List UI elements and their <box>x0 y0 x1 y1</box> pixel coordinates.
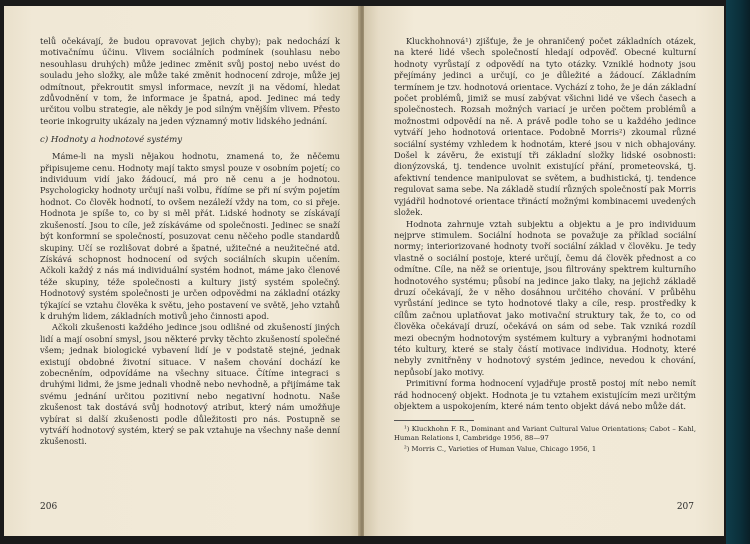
right-page-number: 207 <box>676 502 694 512</box>
book-cover-edge <box>726 0 750 544</box>
right-page <box>364 6 724 536</box>
left-paragraph-2: Máme-li na mysli nějakou hodnotu, znamená to, že něčemu připisujeme cenu. Hodnoty mají takto smysl pouze v osobním pojetí; co individuum vidí jako žádoucí, má pro ně cenu a je hodnotou. Psychologicky hodnoty určují naši volbu, řídíme se při ní svým pojetím hodnot. Co člověk hodnotí, to ovšem nezáleží vždy na tom, co si přeje. Hodnota je spíše to, co by si měl přát. Lidské hodnoty se získávají zkušeností. Jsou to cíle, jež získáváme od společnosti. Jedinec se snaží být konformní se společností, posuzovat cenu něčeho podle standardů skupiny. Učí se rozlišovat dobré a špatné, užitečné a neužitečné atd. Získává schopnost hodnocení od svých sociálních skupin učením. Ačkoli každý z nás má individuální systém hodnot, máme jako členové téže skupiny, téže společnosti a kultury jistý systém společný. Hodnotový systém společnosti je určen odpovědmi na základní otázky týkající se vztahu člověka k světu, jeho postavení ve světě, jeho vztahů k druhým lidem, základních motivů jeho činnosti apod. <box>40 151 340 321</box>
footnote-rule <box>394 420 474 421</box>
section-heading: c) Hodnoty a hodnotové systémy <box>40 135 183 146</box>
left-paragraph-1: telů očekávají, že budou opravovat jejich chyby); pak nedochází k motivačnímu účinu. Vlivem sociálních podmínek (souhlasu nebo nesouhlasu druhých) může jedinec změnit svůj postoj nebo uvést do souladu jeho složky, ale může také změnit hodnocení zdroje, může jej odmítnout, překroutit smysl informace, nevzít ji na vědomí, hledat zdůvodnění v tom, že informace je špatná, apod. Jedinec má tedy určitou volbu strategie, ale někdy je pod silným vnějším vlivem. Přesto teorie inkogruity ukázaly na jeden významný motiv lidského jednání. <box>40 36 340 126</box>
left-page-number: 206 <box>40 502 58 512</box>
right-paragraph-1: Kluckhohnová¹) zjišťuje, že je ohraničený počet základních otázek, na které lidé všech společností hledají odpověď. Obecné kulturní hodnoty vyrůstají z odpovědí na tyto otázky. Vzniklé hodnoty jsou přejímány jedinci a určují, co je důležité a žádoucí. Základním termínem je tzv. hodnotová orientace. Vychází z toho, že je dán základní počet problémů, jimiž se musí zabývat všichni lidé ve všech časech a společnostech. Rozsah možných variací je určen počtem problémů a možnostmi odpovědí na ně. A právě podle toho se u každého jedince vytváří jeho hodnotová orientace. Podobně Morris²) zkoumal různé sociální systémy vzhledem k hodnotám, které jsou v nich obhajovány. Došel k závěru, že existují tři základní složky lidské osobnosti: dionýzovská, tj. tendence uvolnit existující přání, prometeovská, tj. afektivní tendence manipulovat se světem, a budhistická, tj. tendence regulovat sama sebe. Na základě studií různých společností pak Morris vyjádřil hodnotové orientace třináctí možnými kombinacemi uvedených složek. <box>394 36 696 218</box>
right-paragraph-2: Hodnota zahrnuje vztah subjektu a objektu a je pro individuum nejprve stimulem. Sociální hodnota se považuje za příklad sociální normy; interiorizované hodnoty tvoří sociální základ v člověku. Je tedy vlastně o sociální postoje, které určují, čemu dá člověk přednost a co odmítne. Cíle, na něž se orientuje, jsou filtrovány spektrem kulturního hodnotového systému; působí na jedince jako tlaky, na jejichž základě druzí očekávají, že v něho dosáhnou určitého chování. V průběhu vyrůstání jedince se tyto hodnotové tlaky a cíle, resp. prostředky k cílům začnou uplatňovat jako motivační struktury tak, že to, co od člověka očekávají druzí, očekává on sám od sebe. Tak vzniká rozdíl mezi obecným hodnotovým systémem kultury a vybranými hodnotami této kultury, které se staly částí motivace individua. Hodnoty, které nebyly zvnitřněny v hodnotový systém jedince, nevedou k chování, nepůsobí jako motivy. <box>394 218 696 377</box>
left-page <box>4 6 360 536</box>
right-paragraph-3: Primitivní forma hodnocení vyjadřuje prostě postoj mít nebo nemít rád hodnocený objekt. Hodnota je tu vztahem existujícím mezi určitým objektem a uspokojením, které nám tento objekt dává nebo může dát. <box>394 378 696 411</box>
footnote-1: ¹) Kluckhohn F. R., Dominant and Variant Cultural Value Orientations; Cabot – Kahl, Human Relations I, Cambridge 1956, 88—97 <box>394 425 696 443</box>
left-paragraph-3: Ačkoli zkušenosti každého jedince jsou odlišné od zkušeností jiných lidí a mají osobní smysl, jsou některé prvky těchto zkušeností společné všem; jednak biologické vybavení lidí je v podstatě stejné, jednak existují obdobné životní situace. V našem chování dochází ke zobecněním, odpovídáme na všechny situace. Čítíme integraci s druhými lidmi, že jsme jednali vhodně nebo nevhodně, a přijímáme tak svému jednání určitou pozitivní nebo negativní hodnotu. Naše zkušenost tak dostává svůj hodnotový atribut, který nám umožňuje vybírat si další zkušenosti podle důležitosti pro nás. Postupně se vytváří hodnotový systém, který se pak vztahuje na všechny naše denní zkušenosti. <box>40 322 340 447</box>
footnote-2: ²) Morris C., Varieties of Human Value, Chicago 1956, 1 <box>404 445 597 454</box>
